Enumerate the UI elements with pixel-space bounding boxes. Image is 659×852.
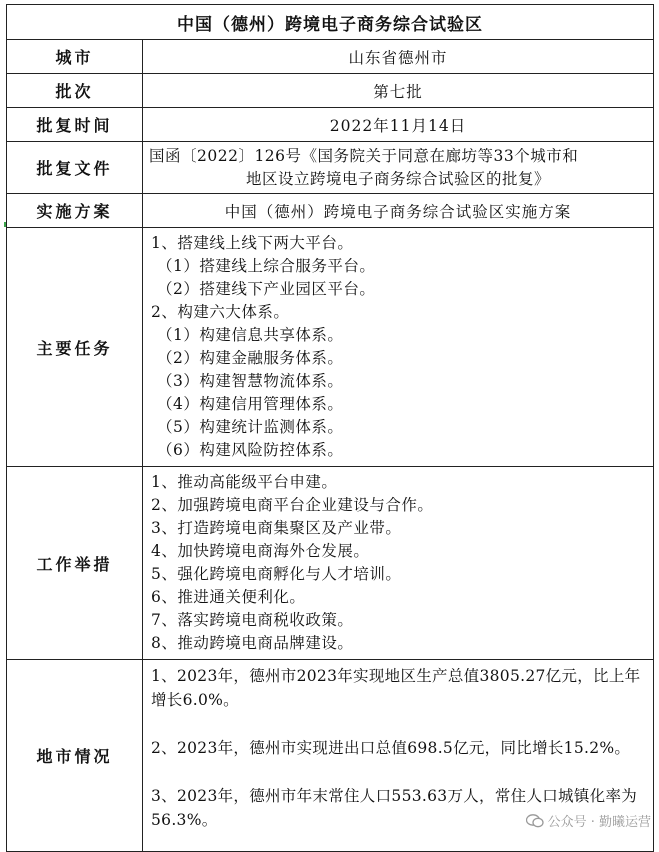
list-item: 1、推动高能级平台申建。 (151, 473, 338, 491)
list-item: （2）构建金融服务体系。 (157, 349, 344, 367)
approval-doc-line: 国函〔2022〕126号《国务院关于同意在廊坊等33个城市和 (149, 146, 579, 165)
list-item: 3、打造跨境电商集聚区及产业带。 (151, 519, 402, 537)
watermark-text: 公众号 · 勤曦运营 (547, 815, 651, 830)
info-table (6, 4, 654, 852)
plan-value: 中国（德州）跨境电子商务综合试验区实施方案 (143, 194, 654, 228)
list-item: （3）构建智慧物流体系。 (157, 372, 344, 390)
list-item: （1）构建信息共享体系。 (157, 326, 344, 344)
list-item: （1）搭建线上综合服务平台。 (157, 257, 376, 275)
tasks-list (143, 228, 654, 467)
list-item: 2、加强跨境电商平台企业建设与合作。 (151, 496, 434, 514)
list-item: 1、搭建线上线下两大平台。 (151, 234, 354, 252)
measures-label: 工作举措 (7, 467, 143, 660)
batch-value: 第七批 (143, 74, 654, 108)
list-item: 6、推进通关便利化。 (151, 588, 306, 606)
approval-doc-label: 批复文件 (7, 142, 143, 194)
list-item: 5、强化跨境电商孵化与人才培训。 (151, 565, 402, 583)
list-item: 4、加快跨境电商海外仓发展。 (151, 542, 370, 560)
info-paragraph: 2、2023年，德州市实现进出口总值698.5亿元，同比增长15.2%。 (151, 739, 631, 757)
watermark (526, 811, 651, 830)
wechat-icon (526, 814, 544, 828)
approval-doc-line: 地区设立跨境电子商务综合试验区的批复》 (245, 169, 550, 188)
list-item: （2）搭建线下产业园区平台。 (157, 280, 376, 298)
batch-label: 批次 (7, 74, 143, 108)
tasks-label: 主要任务 (7, 228, 143, 467)
list-item: （5）构建统计监测体系。 (157, 418, 344, 436)
list-item: （6）构建风险防控体系。 (157, 441, 344, 459)
approval-date-value: 2022年11月14日 (143, 108, 654, 142)
approval-doc-value (143, 142, 654, 194)
list-item: 7、落实跨境电商税收政策。 (151, 611, 354, 629)
city-label: 城市 (7, 40, 143, 74)
table-title: 中国（德州）跨境电子商务综合试验区 (7, 5, 654, 40)
list-item: （4）构建信用管理体系。 (157, 395, 344, 413)
info-paragraph: 3、2023年，德州市年末常住人口553.63万人，常住人口城镇化率为56.3%。 (151, 787, 638, 829)
list-item: 2、构建六大体系。 (151, 303, 290, 321)
approval-date-label: 批复时间 (7, 108, 143, 142)
measures-list (143, 467, 654, 660)
city-value: 山东省德州市 (143, 40, 654, 74)
info-paragraph: 1、2023年，德州市2023年实现地区生产总值3805.27亿元，比上年增长6.0%。 (151, 667, 641, 709)
plan-label: 实施方案 (7, 194, 143, 228)
city-info-label: 地市情况 (7, 660, 143, 852)
list-item: 8、推动跨境电商品牌建设。 (151, 634, 354, 652)
